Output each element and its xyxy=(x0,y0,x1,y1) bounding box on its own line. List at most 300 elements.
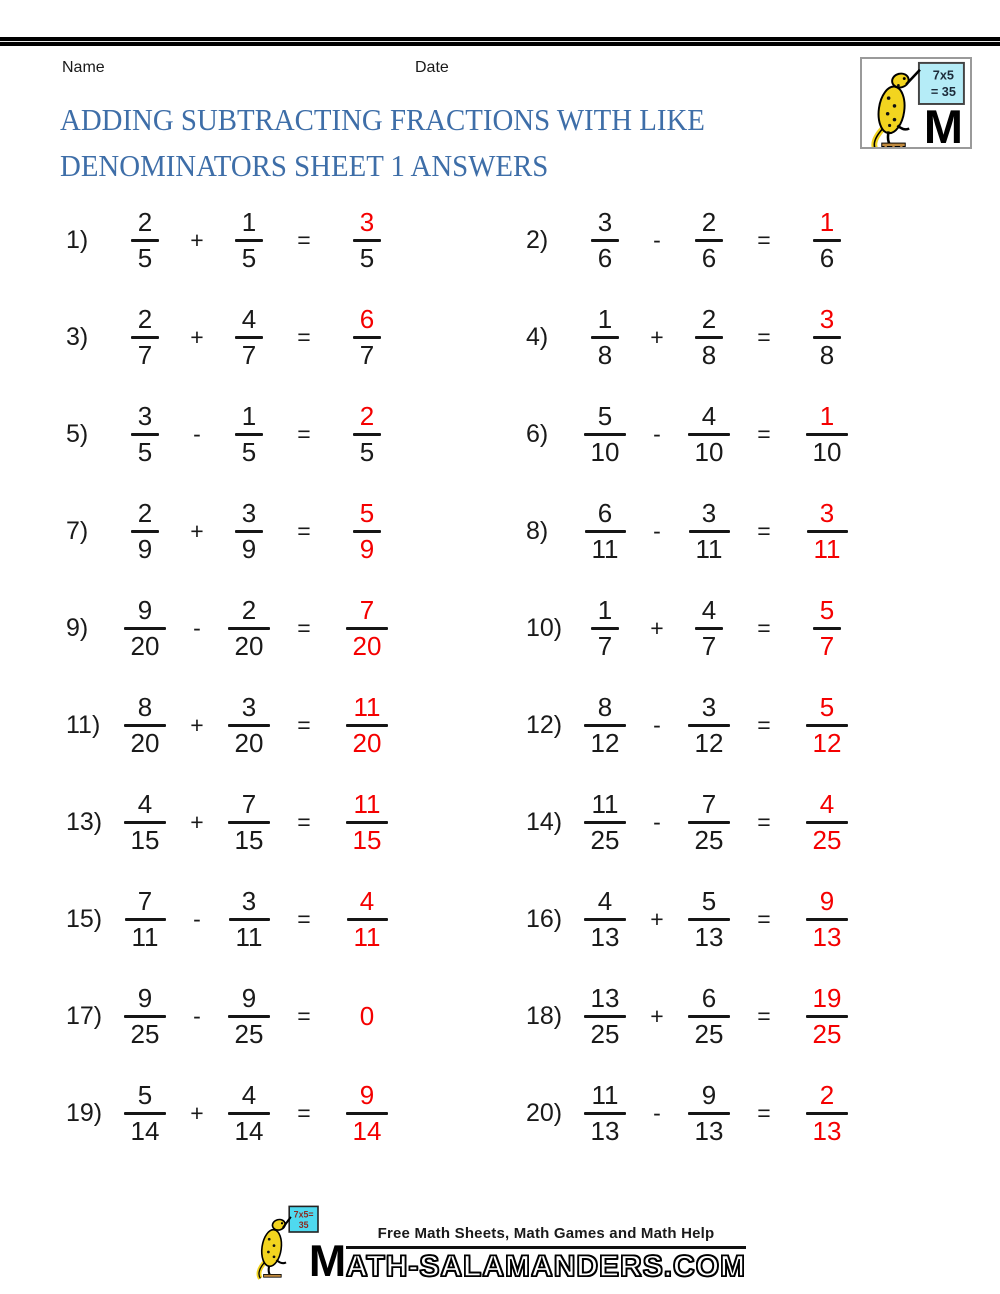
fraction-bar xyxy=(584,821,627,824)
fraction-numerator: 8 xyxy=(597,692,613,723)
fraction-numerator: 2 xyxy=(137,207,153,238)
footer-salamander-icon xyxy=(259,1217,291,1279)
fraction-numerator: 11 xyxy=(353,789,381,820)
fraction-denominator: 7 xyxy=(701,631,717,661)
fraction-bar xyxy=(591,239,619,242)
fraction-numerator: 4 xyxy=(241,304,257,335)
fraction-operand-2 xyxy=(228,984,271,1048)
problem-7 xyxy=(60,483,520,580)
equals-sign: = xyxy=(297,906,311,932)
equals-sign: = xyxy=(757,809,771,835)
problem-number-label: 16) xyxy=(526,905,563,933)
operator-sign: + xyxy=(650,615,664,641)
fraction-bar xyxy=(688,918,731,921)
name-label: Name xyxy=(62,59,105,76)
answer-fraction xyxy=(353,499,381,563)
footer-tagline: Free Math Sheets, Math Games and Math Help xyxy=(377,1225,715,1242)
fraction-operand-2 xyxy=(695,305,723,369)
fraction-bar xyxy=(806,1112,849,1115)
fraction-operand-2 xyxy=(688,402,731,466)
fraction-numerator: 6 xyxy=(597,498,613,529)
problem-18 xyxy=(520,968,960,1065)
operator-sign: + xyxy=(190,712,204,738)
fraction-bar xyxy=(688,724,731,727)
fraction-numerator: 3 xyxy=(359,207,375,238)
answer-fraction xyxy=(346,1081,389,1145)
equals-sign: = xyxy=(757,1100,771,1126)
fraction-bar xyxy=(813,239,841,242)
fraction-denominator: 5 xyxy=(359,437,375,467)
fraction-denominator: 25 xyxy=(694,825,724,855)
fraction-numerator: 1 xyxy=(819,207,835,238)
fraction-bar xyxy=(689,530,730,533)
operator-sign: + xyxy=(190,809,204,835)
fraction-operand-2 xyxy=(229,887,270,951)
fraction-operand-1 xyxy=(591,208,619,272)
svg-text:7x5: 7x5 xyxy=(932,67,954,83)
problem-number-label: 11) xyxy=(66,711,101,739)
fraction-bar xyxy=(228,1112,271,1115)
fraction-numerator: 3 xyxy=(137,401,153,432)
fraction-denominator: 9 xyxy=(359,534,375,564)
m-logo-icon: M xyxy=(923,101,963,147)
footer-m-logo-icon: M xyxy=(308,1236,347,1286)
fraction-bar xyxy=(584,1112,627,1115)
fraction-numerator: 6 xyxy=(359,304,375,335)
equals-sign: = xyxy=(297,518,311,544)
fraction-bar xyxy=(346,627,389,630)
problem-9 xyxy=(60,580,520,677)
footer-salamander-logo-icon xyxy=(254,1196,350,1288)
answer-fraction xyxy=(806,790,849,854)
problem-number-label: 10) xyxy=(526,614,563,642)
fraction-bar xyxy=(353,433,381,436)
fraction-bar xyxy=(125,918,166,921)
fraction-bar xyxy=(591,627,619,630)
fraction-denominator: 7 xyxy=(359,340,375,370)
fraction-denominator: 25 xyxy=(590,825,620,855)
fraction-numerator: 2 xyxy=(137,498,153,529)
fraction-denominator: 8 xyxy=(819,340,835,370)
problems-grid xyxy=(60,192,960,1162)
fraction-bar xyxy=(124,1015,167,1018)
equals-sign: = xyxy=(297,712,311,738)
problem-3 xyxy=(60,289,520,386)
problem-13 xyxy=(60,774,520,871)
fraction-operand-1 xyxy=(124,984,167,1048)
fraction-denominator: 7 xyxy=(597,631,613,661)
fraction-denominator: 5 xyxy=(241,437,257,467)
fraction-operand-2 xyxy=(688,984,731,1048)
fraction-denominator: 5 xyxy=(137,243,153,273)
fraction-numerator: 5 xyxy=(701,886,717,917)
fraction-denominator: 12 xyxy=(694,728,724,758)
footer-rule xyxy=(346,1246,746,1249)
fraction-operand-2 xyxy=(688,1081,731,1145)
fraction-operand-2 xyxy=(695,208,723,272)
fraction-operand-2 xyxy=(228,790,271,854)
fraction-operand-1 xyxy=(124,693,167,757)
equals-sign: = xyxy=(757,324,771,350)
problem-number-label: 19) xyxy=(66,1099,103,1127)
fraction-operand-1 xyxy=(584,984,627,1048)
operator-sign: + xyxy=(650,1003,664,1029)
problem-number-label: 7) xyxy=(66,517,89,545)
fraction-denominator: 25 xyxy=(694,1019,724,1049)
operator-sign: + xyxy=(650,906,664,932)
fraction-operand-2 xyxy=(235,208,263,272)
operator-sign: - xyxy=(193,1003,201,1029)
fraction-numerator: 3 xyxy=(241,692,257,723)
fraction-bar xyxy=(229,918,270,921)
operator-sign: - xyxy=(193,615,201,641)
fraction-denominator: 13 xyxy=(590,922,620,952)
fraction-denominator: 5 xyxy=(137,437,153,467)
fraction-denominator: 20 xyxy=(130,728,160,758)
fraction-numerator: 9 xyxy=(137,595,153,626)
problem-number-label: 8) xyxy=(526,517,549,545)
fraction-numerator: 4 xyxy=(359,886,375,917)
operator-sign: + xyxy=(190,324,204,350)
fraction-operand-1 xyxy=(124,790,167,854)
fraction-numerator: 3 xyxy=(597,207,613,238)
fraction-operand-1 xyxy=(131,208,159,272)
fraction-denominator: 6 xyxy=(701,243,717,273)
equals-sign: = xyxy=(757,906,771,932)
fraction-numerator: 2 xyxy=(701,304,717,335)
fraction-bar xyxy=(584,918,627,921)
answer-fraction xyxy=(353,208,381,272)
fraction-denominator: 20 xyxy=(234,631,264,661)
fraction-denominator: 14 xyxy=(130,1116,160,1146)
problem-4 xyxy=(520,289,960,386)
fraction-denominator: 12 xyxy=(590,728,620,758)
fraction-bar xyxy=(131,433,159,436)
problem-number-label: 18) xyxy=(526,1002,563,1030)
fraction-bar xyxy=(353,336,381,339)
fraction-numerator: 7 xyxy=(359,595,375,626)
operator-sign: - xyxy=(653,227,661,253)
fraction-denominator: 25 xyxy=(812,825,842,855)
salamander-logo-icon xyxy=(862,59,970,147)
operator-sign: - xyxy=(193,421,201,447)
fraction-numerator: 1 xyxy=(241,401,257,432)
fraction-operand-2 xyxy=(235,499,263,563)
footer-logo xyxy=(0,1196,1000,1288)
operator-sign: - xyxy=(193,906,201,932)
fraction-bar xyxy=(131,530,159,533)
fraction-bar xyxy=(584,433,627,436)
fraction-bar xyxy=(806,724,849,727)
fraction-bar xyxy=(228,627,271,630)
fraction-denominator: 13 xyxy=(694,1116,724,1146)
fraction-numerator: 4 xyxy=(701,595,717,626)
fraction-bar xyxy=(353,239,381,242)
equals-sign: = xyxy=(757,712,771,738)
fraction-numerator: 5 xyxy=(137,1080,153,1111)
equals-sign: = xyxy=(297,1100,311,1126)
problem-8 xyxy=(520,483,960,580)
answer-fraction xyxy=(346,596,389,660)
fraction-denominator: 11 xyxy=(235,922,263,952)
fraction-numerator: 5 xyxy=(819,692,835,723)
fraction-denominator: 5 xyxy=(359,243,375,273)
fraction-numerator: 6 xyxy=(701,983,717,1014)
fraction-operand-2 xyxy=(228,693,271,757)
problem-17 xyxy=(60,968,520,1065)
problem-11 xyxy=(60,677,520,774)
fraction-numerator: 9 xyxy=(241,983,257,1014)
answer-fraction xyxy=(813,305,841,369)
fraction-denominator: 20 xyxy=(130,631,160,661)
operator-sign: - xyxy=(653,712,661,738)
fraction-operand-2 xyxy=(695,596,723,660)
salamander-icon xyxy=(874,70,920,147)
problem-15 xyxy=(60,871,520,968)
fraction-denominator: 11 xyxy=(695,534,723,564)
fraction-numerator: 2 xyxy=(137,304,153,335)
fraction-numerator: 3 xyxy=(819,498,835,529)
fraction-denominator: 8 xyxy=(597,340,613,370)
fraction-operand-1 xyxy=(584,402,627,466)
fraction-bar xyxy=(235,239,263,242)
fraction-denominator: 7 xyxy=(137,340,153,370)
fraction-bar xyxy=(806,433,849,436)
fraction-bar xyxy=(228,1015,271,1018)
operator-sign: + xyxy=(190,227,204,253)
fraction-bar xyxy=(131,239,159,242)
fraction-numerator: 19 xyxy=(812,983,842,1014)
fraction-denominator: 15 xyxy=(352,825,382,855)
fraction-operand-2 xyxy=(688,887,731,951)
fraction-numerator: 9 xyxy=(359,1080,375,1111)
date-label: Date xyxy=(415,59,449,76)
fraction-bar xyxy=(346,1112,389,1115)
equals-sign: = xyxy=(757,421,771,447)
fraction-bar xyxy=(124,627,167,630)
operator-sign: + xyxy=(190,1100,204,1126)
svg-text:35: 35 xyxy=(298,1220,309,1230)
fraction-numerator: 3 xyxy=(819,304,835,335)
equals-sign: = xyxy=(297,809,311,835)
fraction-numerator: 9 xyxy=(819,886,835,917)
fraction-bar xyxy=(584,724,627,727)
fraction-numerator: 2 xyxy=(359,401,375,432)
fraction-numerator: 2 xyxy=(241,595,257,626)
operator-sign: - xyxy=(653,1100,661,1126)
fraction-bar xyxy=(695,336,723,339)
svg-text:= 35: = 35 xyxy=(930,84,956,100)
fraction-bar xyxy=(695,239,723,242)
operator-sign: + xyxy=(190,518,204,544)
fraction-bar xyxy=(688,821,731,824)
answer-fraction xyxy=(813,208,841,272)
fraction-numerator: 4 xyxy=(241,1080,257,1111)
fraction-denominator: 13 xyxy=(812,922,842,952)
fraction-denominator: 13 xyxy=(694,922,724,952)
fraction-bar xyxy=(235,336,263,339)
problem-16 xyxy=(520,871,960,968)
fraction-operand-1 xyxy=(124,596,167,660)
fraction-operand-2 xyxy=(688,790,731,854)
chalkboard-icon xyxy=(919,63,964,104)
problem-number-label: 20) xyxy=(526,1099,563,1127)
page-title-line1: ADDING SUBTRACTING FRACTIONS WITH LIKE xyxy=(60,102,705,137)
top-divider-rule xyxy=(0,37,1000,46)
problem-10 xyxy=(520,580,960,677)
problem-number-label: 3) xyxy=(66,323,89,351)
fraction-denominator: 15 xyxy=(130,825,160,855)
answer-fraction xyxy=(346,693,389,757)
fraction-numerator: 1 xyxy=(597,595,613,626)
fraction-operand-1 xyxy=(584,693,627,757)
fraction-bar xyxy=(346,724,389,727)
fraction-bar xyxy=(813,336,841,339)
fraction-operand-1 xyxy=(124,1081,167,1145)
answer-fraction xyxy=(813,596,841,660)
fraction-bar xyxy=(806,1015,849,1018)
fraction-numerator: 9 xyxy=(701,1080,717,1111)
fraction-bar xyxy=(695,627,723,630)
fraction-numerator: 7 xyxy=(137,886,153,917)
fraction-bar xyxy=(228,724,271,727)
fraction-numerator: 1 xyxy=(241,207,257,238)
problem-6 xyxy=(520,386,960,483)
fraction-denominator: 11 xyxy=(131,922,159,952)
fraction-operand-2 xyxy=(228,1081,271,1145)
problem-number-label: 12) xyxy=(526,711,563,739)
operator-sign: - xyxy=(653,518,661,544)
fraction-numerator: 8 xyxy=(137,692,153,723)
fraction-denominator: 9 xyxy=(137,534,153,564)
fraction-bar xyxy=(584,1015,627,1018)
problem-14 xyxy=(520,774,960,871)
fraction-operand-1 xyxy=(584,1081,627,1145)
fraction-denominator: 10 xyxy=(694,437,724,467)
fraction-denominator: 25 xyxy=(812,1019,842,1049)
problem-number-label: 9) xyxy=(66,614,89,642)
svg-text:7x5=: 7x5= xyxy=(293,1209,314,1220)
problem-number-label: 4) xyxy=(526,323,549,351)
fraction-bar xyxy=(124,724,167,727)
fraction-bar xyxy=(235,530,263,533)
fraction-denominator: 13 xyxy=(812,1116,842,1146)
fraction-bar xyxy=(124,1112,167,1115)
fraction-numerator: 11 xyxy=(591,1080,619,1111)
equals-sign: = xyxy=(297,227,311,253)
problem-number-label: 2) xyxy=(526,226,549,254)
fraction-numerator: 4 xyxy=(137,789,153,820)
answer-fraction xyxy=(346,790,389,854)
fraction-numerator: 5 xyxy=(819,595,835,626)
page-title-line2: DENOMINATORS SHEET 1 ANSWERS xyxy=(60,148,549,183)
fraction-denominator: 9 xyxy=(241,534,257,564)
fraction-numerator: 4 xyxy=(819,789,835,820)
fraction-numerator: 3 xyxy=(701,692,717,723)
problem-number-label: 1) xyxy=(66,226,89,254)
fraction-operand-2 xyxy=(235,402,263,466)
fraction-denominator: 6 xyxy=(819,243,835,273)
answer-fraction xyxy=(806,1081,849,1145)
equals-sign: = xyxy=(757,1003,771,1029)
fraction-numerator: 4 xyxy=(597,886,613,917)
fraction-denominator: 10 xyxy=(590,437,620,467)
fraction-bar xyxy=(585,530,626,533)
fraction-numerator: 11 xyxy=(353,692,381,723)
fraction-bar xyxy=(806,918,849,921)
footer-sitename: ATH-SALAMANDERS.COM xyxy=(345,1250,747,1283)
fraction-operand-1 xyxy=(585,499,626,563)
fraction-operand-1 xyxy=(591,596,619,660)
equals-sign: = xyxy=(297,615,311,641)
operator-sign: - xyxy=(653,421,661,447)
problem-number-label: 5) xyxy=(66,420,89,448)
fraction-denominator: 25 xyxy=(590,1019,620,1049)
problem-number-label: 14) xyxy=(526,808,563,836)
fraction-operand-1 xyxy=(131,499,159,563)
fraction-bar xyxy=(347,918,388,921)
problem-number-label: 17) xyxy=(66,1002,103,1030)
fraction-numerator: 7 xyxy=(701,789,717,820)
fraction-operand-1 xyxy=(591,305,619,369)
fraction-operand-1 xyxy=(584,887,627,951)
problem-5 xyxy=(60,386,520,483)
equals-sign: = xyxy=(297,324,311,350)
equals-sign: = xyxy=(297,421,311,447)
problem-2 xyxy=(520,192,960,289)
fraction-bar xyxy=(688,1015,731,1018)
fraction-denominator: 14 xyxy=(352,1116,382,1146)
problem-number-label: 15) xyxy=(66,905,103,933)
fraction-denominator: 12 xyxy=(812,728,842,758)
fraction-denominator: 5 xyxy=(241,243,257,273)
fraction-numerator: 9 xyxy=(137,983,153,1014)
fraction-denominator: 25 xyxy=(234,1019,264,1049)
fraction-bar xyxy=(807,530,848,533)
fraction-numerator: 2 xyxy=(819,1080,835,1111)
fraction-operand-2 xyxy=(228,596,271,660)
answer-fraction xyxy=(353,305,381,369)
fraction-bar xyxy=(228,821,271,824)
fraction-bar xyxy=(235,433,263,436)
fraction-bar xyxy=(346,821,389,824)
fraction-denominator: 13 xyxy=(590,1116,620,1146)
fraction-denominator: 11 xyxy=(353,922,381,952)
fraction-operand-2 xyxy=(688,693,731,757)
problem-12 xyxy=(520,677,960,774)
equals-sign: = xyxy=(297,1003,311,1029)
fraction-operand-2 xyxy=(689,499,730,563)
fraction-denominator: 20 xyxy=(352,631,382,661)
fraction-denominator: 20 xyxy=(352,728,382,758)
fraction-numerator: 3 xyxy=(701,498,717,529)
fraction-denominator: 20 xyxy=(234,728,264,758)
fraction-bar xyxy=(591,336,619,339)
problem-20 xyxy=(520,1065,960,1162)
fraction-numerator: 2 xyxy=(701,207,717,238)
fraction-bar xyxy=(688,433,731,436)
operator-sign: - xyxy=(653,809,661,835)
fraction-numerator: 4 xyxy=(701,401,717,432)
fraction-bar xyxy=(806,821,849,824)
fraction-numerator: 1 xyxy=(597,304,613,335)
fraction-operand-1 xyxy=(131,402,159,466)
answer-fraction xyxy=(353,402,381,466)
operator-sign: + xyxy=(650,324,664,350)
fraction-operand-1 xyxy=(131,305,159,369)
fraction-denominator: 14 xyxy=(234,1116,264,1146)
equals-sign: = xyxy=(757,518,771,544)
